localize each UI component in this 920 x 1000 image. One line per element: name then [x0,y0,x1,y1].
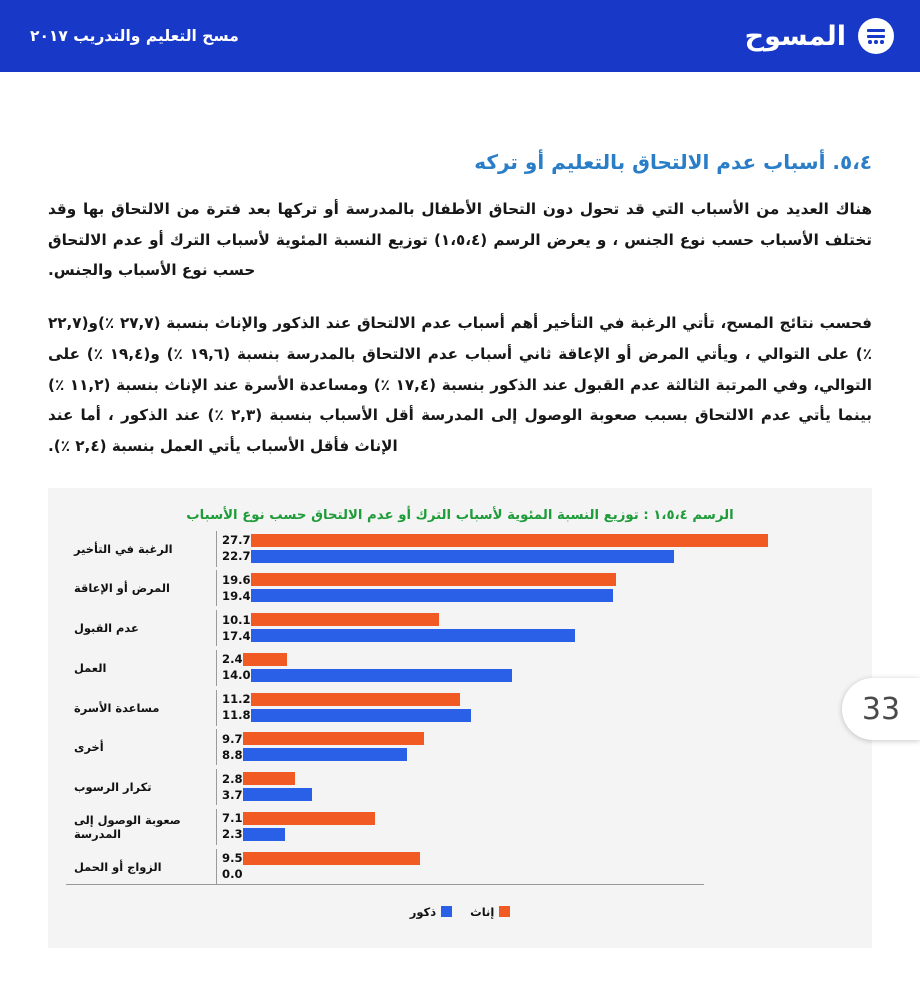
chart-bar-group [217,550,674,563]
chart-row-bars [216,570,854,606]
survey-label: مسح التعليم والتدريب ٢٠١٧ [30,27,239,45]
chart-bar-value: 0.0 [222,867,243,882]
chart-category-label: عدم القبول [74,621,139,636]
paragraph-2: فحسب نتائج المسح، تأتي الرغبة في التأخير أهم أسباب عدم الالتحاق عند الذكور والإناث بنسبة (٢٧,٧ ٪)و(٢٢,٧ ٪) على التوالي ، ويأتي المرض أو الإعاقة ثاني أسباب عدم الالتحاق بالمدرسة بنسبة (١٩,٦ ٪) و(١٩,٤ ٪) على التوالي، وفي المرتبة الثالثة عدم القبول عند الذكور بنسبة (١٧,٤ ٪) ومساعدة الأسرة عند الإناث بنسبة (١١,٢ ٪) بينما يأتي عدم الالتحاق بسبب صعوبة الوصول إلى المدرسة أقل الأسباب بنسبة (٢,٣ ٪) عند الذكور ، أما عند الإناث فأقل الأسباب يأتي العمل بنسبة (٢,٤ ٪). [48,314,873,455]
menu-dots-icon [858,18,894,54]
chart-row [66,531,854,567]
chart-category-label: صعوبة الوصول إلى المدرسة [74,812,181,841]
chart-bar-value: 11.8 [222,708,251,723]
chart-bar-value: 17.4 [222,628,251,643]
chart-bar [243,828,286,841]
chart-bar [243,748,407,761]
chart-row-bars [216,610,854,646]
chart-bar-group [217,534,768,547]
page-number-badge [842,678,920,740]
chart-bar-group [217,573,616,586]
legend-swatch-female-icon [499,906,510,917]
chart-bar-group [217,828,285,841]
chart-bar [243,788,312,801]
chart-row-bars [216,729,854,765]
legend-label-female: إناث [470,904,495,919]
chart-rows [66,531,854,885]
chart-bar [251,550,675,563]
chart-category-label: مساعدة الأسرة [74,700,160,715]
chart-bar-group [217,732,424,745]
chart-bar-group [217,629,575,642]
legend-item-female [470,905,510,919]
chart-bar-group [217,788,312,801]
chart-bar-group [217,772,295,785]
chart-bar [251,613,440,626]
chart-bar [251,693,460,706]
chart-legend [66,905,854,919]
chart-bar-value: 2.3 [222,827,243,842]
chart-bar [251,573,617,586]
chart-bar-value: 2.8 [222,771,243,786]
chart-row-bars [216,531,854,567]
brand-block [745,18,894,54]
chart-bar-group [217,653,287,666]
chart-bar [243,653,288,666]
chart-bar-value: 19.4 [222,588,251,603]
chart-row-bars [216,769,854,805]
chart-row [66,809,854,845]
chart-category-label: العمل [74,660,107,675]
page-number: 33 [861,691,901,727]
chart-bar [243,732,424,745]
chart-category-label: تكرار الرسوب [74,780,152,795]
chart-bar [251,534,768,547]
chart-bar-value: 22.7 [222,549,251,564]
chart-bar-group [217,748,407,761]
chart-category-label: المرض أو الإعاقة [74,581,170,596]
chart-title: الرسم ١،٥،٤ : توزيع النسبة المئوية لأسباب الترك أو عدم الالتحاق حسب نوع الأسباب [186,507,734,523]
menu-dots-glyph [866,26,886,46]
chart-bar-value: 8.8 [222,747,243,762]
chart-row [66,610,854,646]
legend-label-male: ذكور [409,904,437,919]
chart-bar-group [217,852,420,865]
chart-bar-group [217,693,460,706]
chart-bar-value: 7.1 [222,811,243,826]
chart-bar-value: 3.7 [222,787,243,802]
chart-category-label: الرغبة في التأخير [74,541,173,556]
chart-axis-line [66,884,704,885]
chart-bar [251,669,512,682]
legend-item-male [410,905,452,919]
chart-category-label: الزواج أو الحمل [74,859,162,874]
chart-bar-group [217,589,613,602]
chart-bar-value: 2.4 [222,652,243,667]
brand-title: المسوح [744,20,846,52]
chart-row-bars [216,650,854,686]
chart-bar-value: 10.1 [222,612,251,627]
chart-bar-group [217,812,375,825]
chart-category-label: أخرى [74,740,104,755]
chart-row-bars [216,809,854,845]
chart-bar [243,812,376,825]
chart-row [66,849,854,885]
chart-bar-group [217,669,512,682]
chart-bar-value: 14.0 [222,668,251,683]
chart-bar [243,852,420,865]
chart-plot-area [66,531,854,903]
chart-row [66,570,854,606]
chart-container [48,488,872,948]
chart-bar-group [217,709,471,722]
chart-bar [251,709,471,722]
chart-row [66,769,854,805]
chart-row-bars [216,690,854,726]
app-header [0,0,920,72]
chart-bar [243,772,295,785]
chart-bar-value: 19.6 [222,572,251,587]
chart-bar-value: 9.5 [222,851,243,866]
chart-bar-value: 9.7 [222,731,243,746]
chart-bar-group [217,613,439,626]
chart-bar-value: 27.7 [222,533,251,548]
chart-bar-group [217,868,243,881]
chart-bar-value: 11.2 [222,692,251,707]
chart-row [66,729,854,765]
chart-bar [251,589,613,602]
page-title: ٥،٤. أسباب عدم الالتحاق بالتعليم أو تركه [474,150,872,174]
paragraph-1: هناك العديد من الأسباب التي قد تحول دون التحاق الأطفال بالمدرسة أو تركها بعد فترة من الالتحاق بها وقد تختلف الأسباب حسب نوع الجنس ، و يعرض الرسم (١،٥،٤) توزيع النسبة المئوية لأسباب الترك أو عدم الالتحاق حسب نوع الأسباب والجنس. [48,200,873,280]
chart-row [66,650,854,686]
chart-bar [251,629,576,642]
chart-row-bars [216,849,854,885]
legend-swatch-male-icon [441,906,452,917]
page-content [0,72,920,948]
chart-row [66,690,854,726]
